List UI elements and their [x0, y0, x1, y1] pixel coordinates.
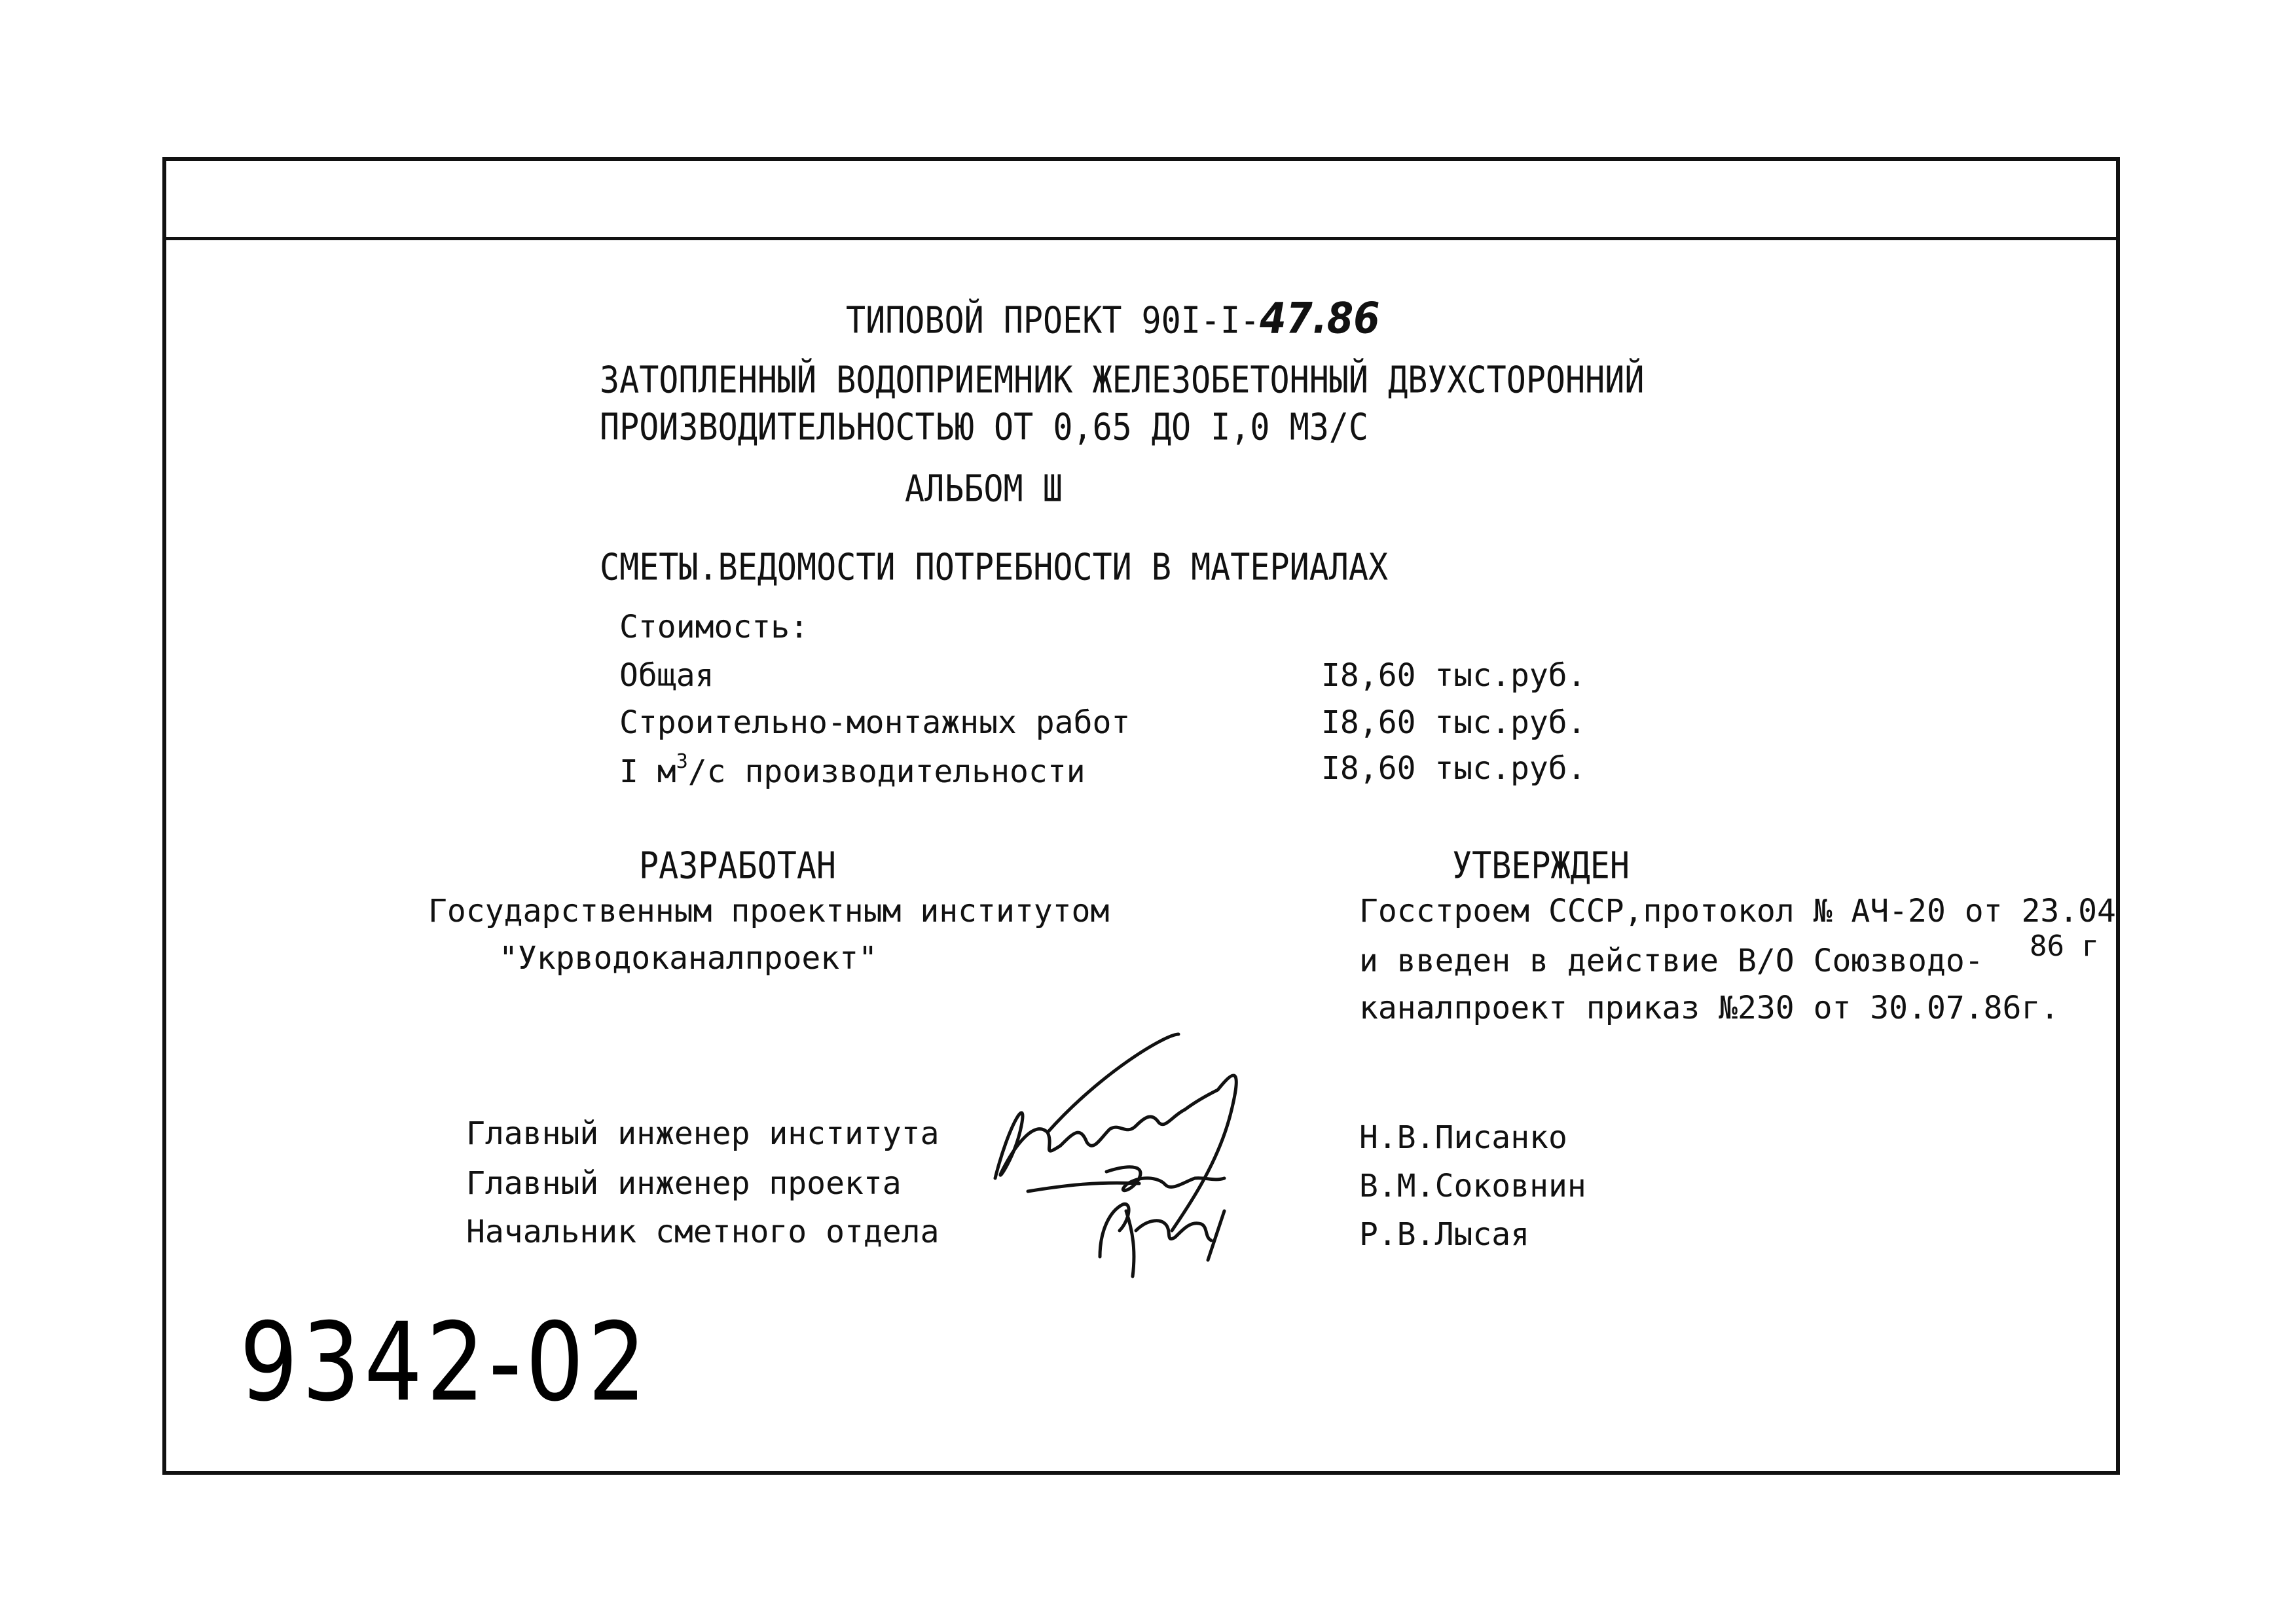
cost-label-capacity-sup: 3 [676, 750, 688, 773]
cost-value-capacity: I8,60 тыс.руб. [1321, 750, 1586, 787]
cost-heading: Стоимость: [619, 609, 809, 645]
project-prefix: ТИПОВОЙ ПРОЕКТ 90I-I- [846, 298, 1260, 342]
title-line-2: ПРОИЗВОДИТЕЛЬНОСТЬЮ ОТ 0,65 ДО I,0 МЗ/С [600, 406, 1368, 448]
developed-line-1: Государственным проектным институтом [428, 893, 1110, 929]
cost-label-capacity-post: /с производительности [687, 753, 1086, 790]
approved-line-2: и введен в действие В/О Союзводо- [1359, 943, 1984, 979]
developed-line-2: "Укрводоканалпроект" [499, 940, 877, 977]
signature-sokovnin [1028, 1167, 1224, 1191]
signatures [969, 995, 1309, 1296]
name-lysaya: Р.В.Лысая [1359, 1216, 1530, 1253]
signature-pisanko [995, 1034, 1236, 1231]
name-sokovnin: В.М.Соковнин [1359, 1168, 1586, 1204]
title-line-1: ЗАТОПЛЕННЫЙ ВОДОПРИЕМНИК ЖЕЛЕЗОБЕТОННЫЙ ДВУХСТОРОННИЙ [600, 359, 1645, 401]
role-head-estimates: Начальник сметного отдела [466, 1214, 940, 1250]
approved-heading: УТВЕРЖДЕН [1452, 844, 1630, 887]
frame-top-rule [166, 237, 2116, 240]
album-label: АЛЬБОМ Ш [905, 467, 1063, 510]
signature-lysaya [1100, 1204, 1224, 1276]
cost-label-capacity [619, 750, 1086, 790]
approved-line-3: каналпроект приказ №230 от 30.07.86г. [1359, 990, 2060, 1026]
name-pisanko: Н.В.Писанко [1359, 1119, 1567, 1156]
cost-label-capacity-pre: I м [619, 753, 676, 790]
role-chief-engineer-institute: Главный инженер института [466, 1115, 940, 1152]
project-number-line [846, 293, 1380, 343]
cost-value-total: I8,60 тыс.руб. [1321, 657, 1586, 694]
developed-heading: РАЗРАБОТАН [639, 844, 837, 887]
approved-year-note: 86 г [2030, 929, 2099, 963]
cost-label-total: Общая [619, 657, 714, 694]
cost-value-construction: I8,60 тыс.руб. [1321, 704, 1586, 741]
project-number-handwritten: 47.86 [1260, 293, 1380, 344]
approved-line-1: Госстроем СССР,протокол № АЧ-20 от 23.04 [1359, 893, 2116, 929]
role-chief-engineer-project: Главный инженер проекта [466, 1165, 902, 1202]
cost-label-construction: Строительно-монтажных работ [619, 704, 1131, 741]
archive-code: 9342-02 [240, 1300, 650, 1426]
section-title: СМЕТЫ.ВЕДОМОСТИ ПОТРЕБНОСТИ В МАТЕРИАЛАХ [600, 546, 1389, 588]
